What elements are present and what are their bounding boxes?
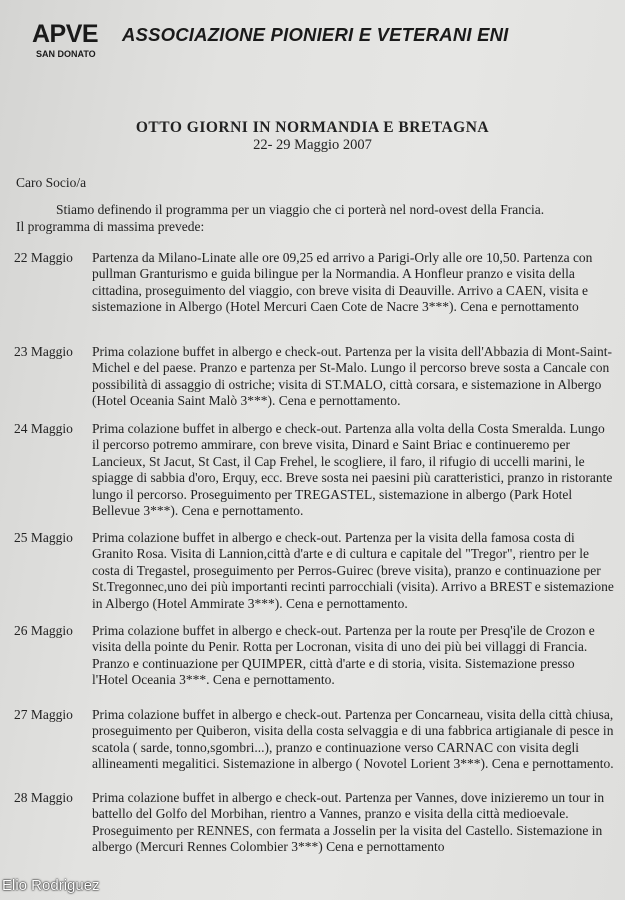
day-date: 24 Maggio: [14, 421, 73, 436]
day-description: Prima colazione buffet in albergo e check-out. Partenza per la visita della famosa costa di Granito Rosa. Visita di Lannion,città d'arte e di cultura e capitale del "Tregor", rientro per le costa di Tregastel, proseguimento per Perros-Guirec (breve visita), pranzo e continuazione per St.Tregonnec,uno dei più importanti recinti parrocchiali (visita). Arrivo a BREST e sistemazione in Albergo (Hotel Ammirate 3***). Cena e pernottamento.: [92, 530, 614, 611]
intro-paragraph: [16, 201, 606, 235]
day-description: Prima colazione buffet in albergo e check-out. Partenza per Vannes, dove inizieremo un tour in battello del Golfo del Morbihan, rientro a Vannes, pranzo e visita della città medioevale. Proseguimento per RENNES, con fermata a Josselin per la visita del Castello. Sistemazione in albergo (Mercuri Rennes Colombier 3***) Cena e pernottamento: [92, 790, 605, 855]
intro-line-2: Il programma di massima prevede:: [16, 219, 205, 234]
day-description: Partenza da Milano-Linate alle ore 09,25 ed arrivo a Parigi-Orly alle ore 10,50. Partenza con pullman Granturismo e guida bilingue per la Normandia. A Honfleur pranzo e visita della cittadina, proseguimento del viaggio, con breve visita di Deauville. Arrivo a CAEN, visita e sistemazione in Albergo (Hotel Mercuri Caen Cote de Nacre 3***). Cena e pernottamento: [92, 250, 593, 315]
day-date: 23 Maggio: [14, 344, 73, 359]
photo-credit: Elio Rodriguez: [2, 877, 100, 894]
day-description: Prima colazione buffet in albergo e check-out. Partenza per la visita dell'Abbazia di Mont-Saint-Michel e del paese. Pranzo e partenza per St-Malo. Lungo il percorso breve sosta a Cancale con possibilità di assaggio di ostriche; visita di ST.MALO, città corsara, e sistemazione in Albergo (Hotel Oceania Saint Malò 3***). Cena e pernottamento.: [92, 344, 613, 409]
intro-line-1: Stiamo definendo il programma per un viaggio che ci porterà nel nord-ovest della Francia.: [56, 202, 545, 217]
day-date: 25 Maggio: [14, 530, 73, 545]
trip-dates: 22- 29 Maggio 2007: [253, 137, 372, 153]
apve-logo: [32, 20, 99, 59]
document-title: OTTO GIORNI IN NORMANDIA E BRETAGNA: [135, 119, 490, 136]
salutation: Caro Socio/a: [16, 175, 87, 190]
logo-text: APVE: [32, 20, 99, 48]
day-date: 22 Maggio: [14, 250, 73, 265]
day-date: 27 Maggio: [14, 707, 73, 722]
day-description: Prima colazione buffet in albergo e check-out. Partenza per la route per Presq'ile de Crozon e visita della pointe du Penir. Rotta per Locronan, visita di uno dei più bei villaggi di Francia. Pranzo e continuazione per QUIMPER, città d'arte e di storia, visita. Sistemazione presso l'Hotel Oceania 3***. Cena e pernottamento.: [92, 623, 595, 688]
day-description: Prima colazione buffet in albergo e check-out. Partenza alla volta della Costa Smeralda. Lungo il percorso potremo ammirare, con breve visita, Dinard e Saint Briac e continueremo per Lancieux, St Jacut, St Cast, il Cap Frehel, le scogliere, il faro, il rifugio di uccelli marini, le spiagge di sabbia d'oro, Erquy, ecc. Breve sosta nei paesini più caratteristici, pranzo in ristorante lungo il percorso. Proseguimento per TREGASTEL, sistemazione in albergo (Park Hotel Bellevue 3***). Cena e pernottamento.: [92, 421, 613, 519]
day-date: 28 Maggio: [14, 790, 73, 805]
logo-subtitle: SAN DONATO: [36, 49, 96, 59]
letterhead: [28, 20, 618, 62]
day-description: Prima colazione buffet in albergo e check-out. Partenza per Concarneau, visita della città chiusa, proseguimento per Quiberon, visita della costa selvaggia e di una fabbrica artigianale di pesce in scatola ( sarde, tonno,sgombri...), pranzo e continuazione verso CARNAC con visita degli allineamenti megalitici. Sistemazione in albergo ( Novotel Lorient 3***). Cena e pernottamento.: [92, 707, 614, 772]
association-name: ASSOCIAZIONE PIONIERI E VETERANI ENI: [122, 24, 509, 45]
day-date: 26 Maggio: [14, 623, 73, 638]
